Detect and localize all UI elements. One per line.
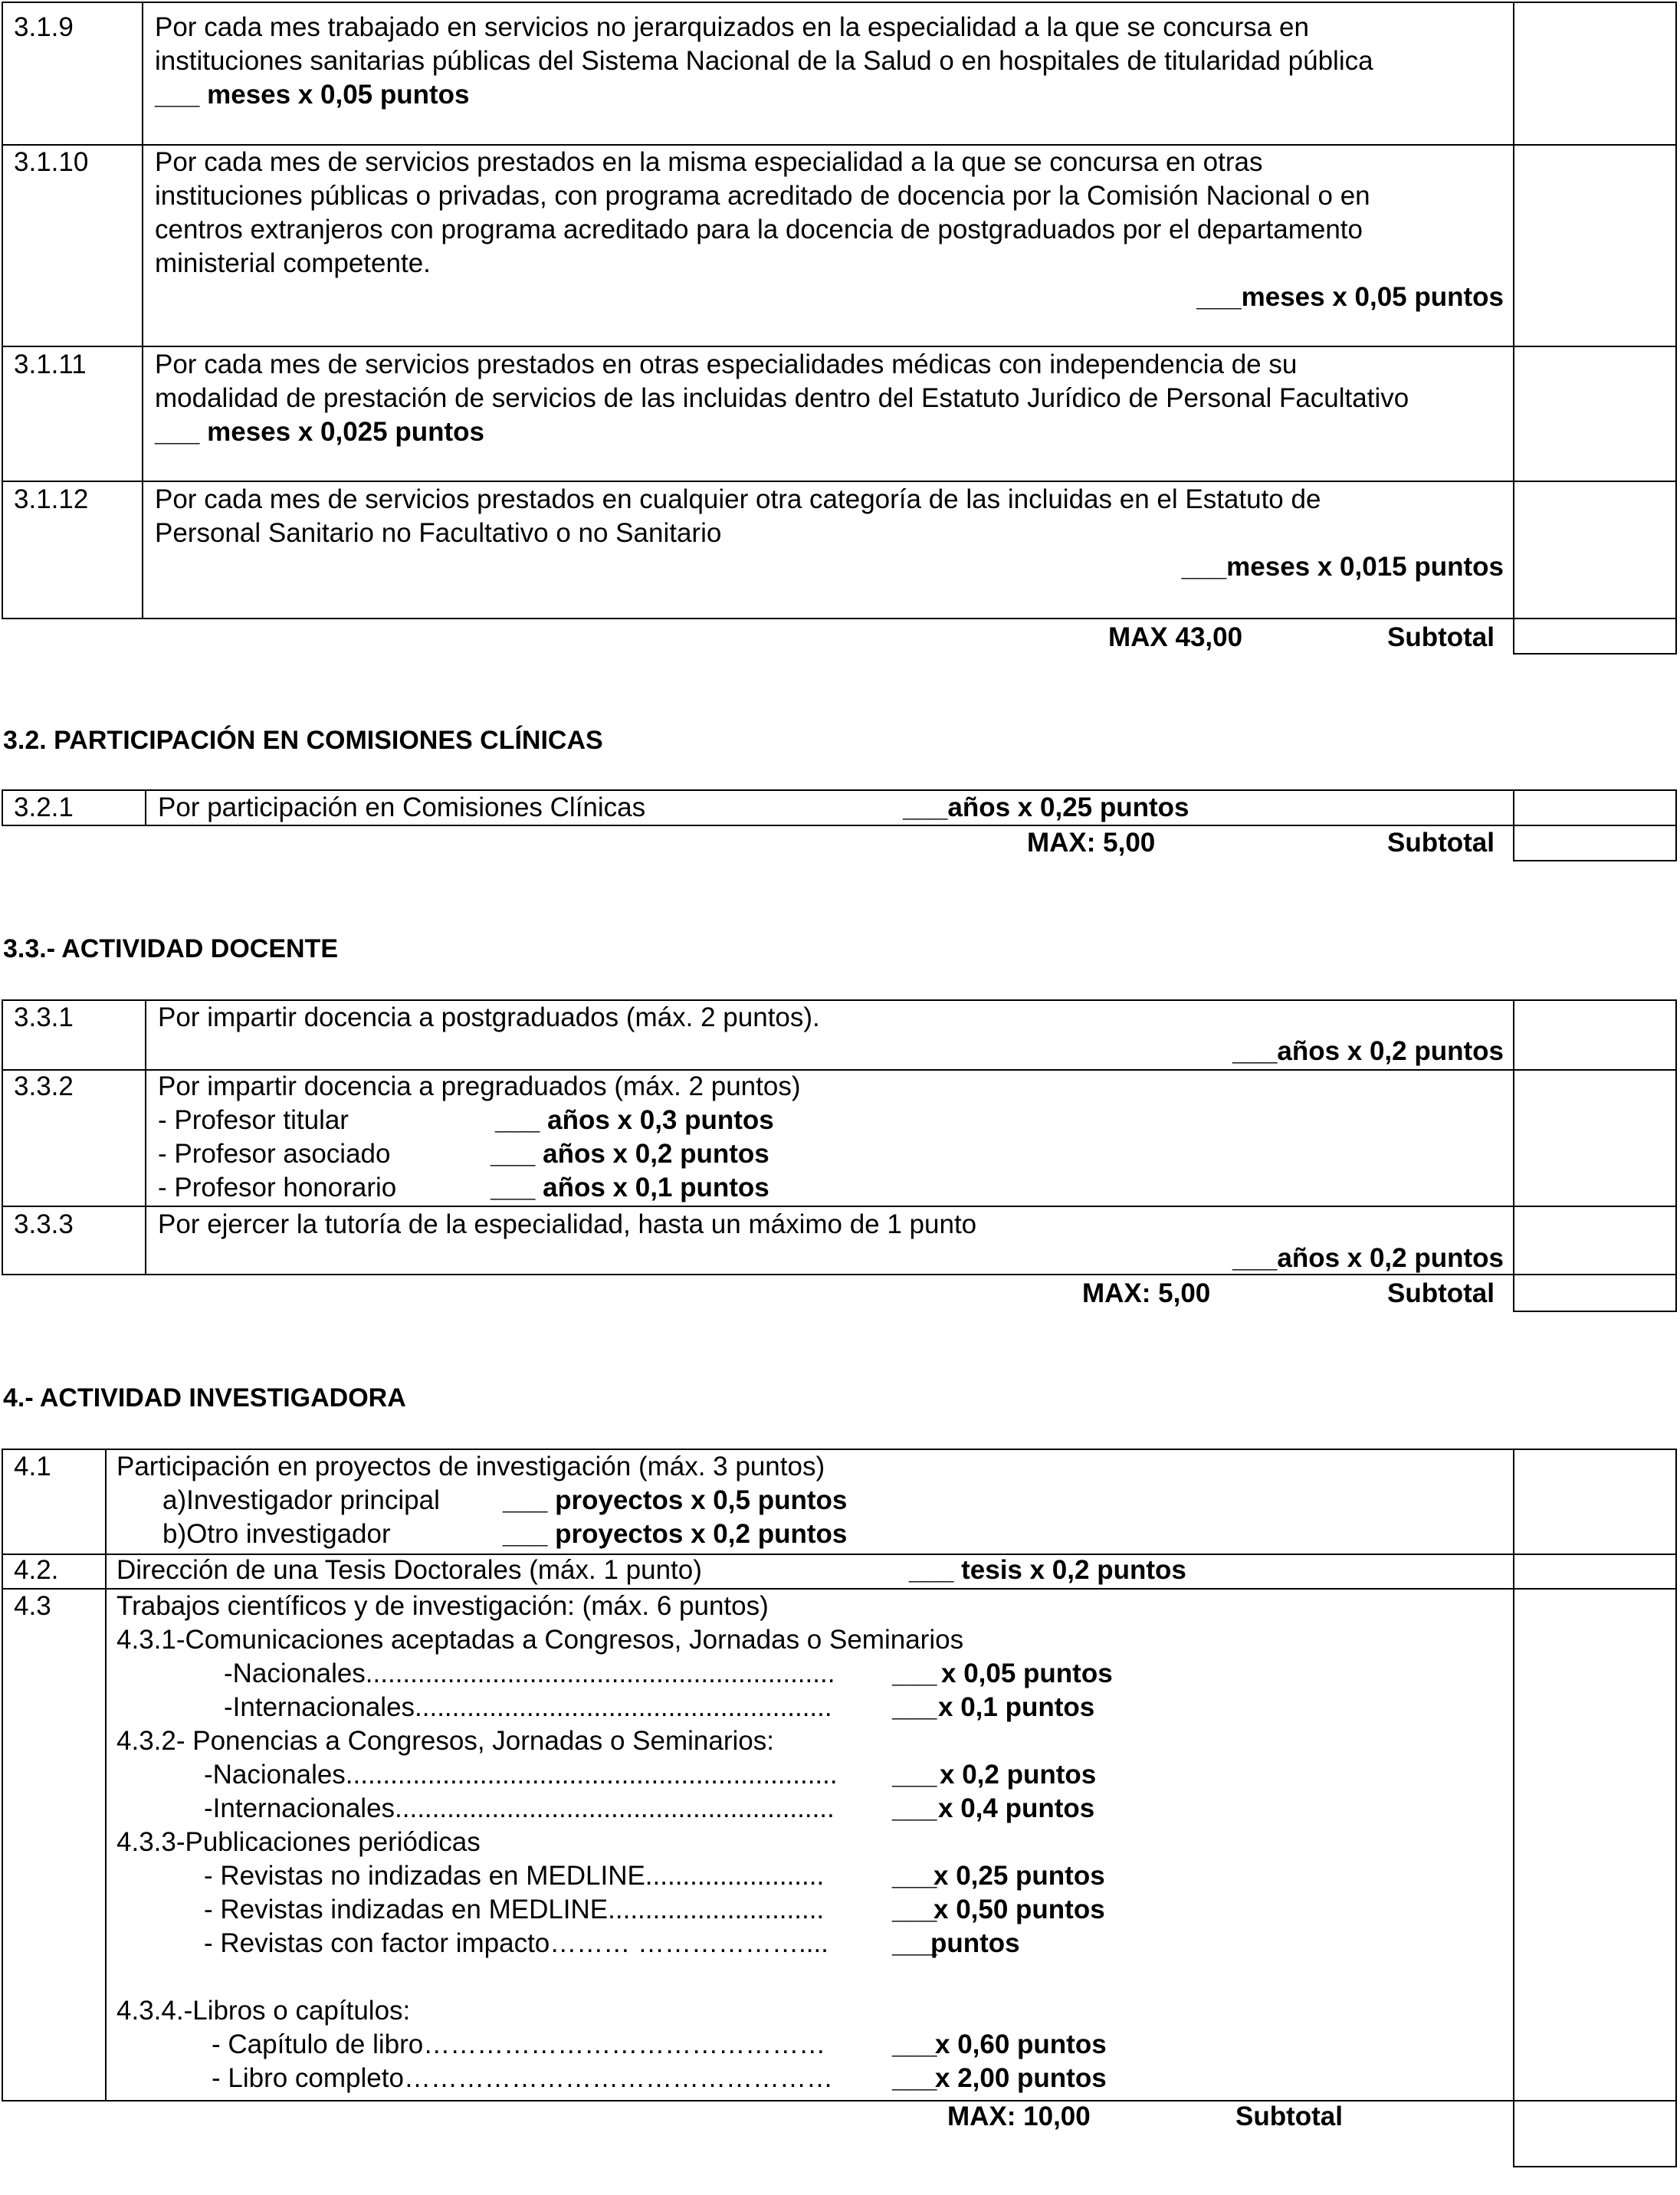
blank: ___	[892, 1793, 937, 1823]
row-text-line: Por participación en Comisiones Clínicas	[158, 792, 646, 822]
list-item-label: -Nacionales...............................................................	[224, 1659, 835, 1688]
max-points: MAX 43,00	[1108, 622, 1243, 652]
list-item-label: a)Investigador principal	[162, 1485, 440, 1515]
blank: ___	[892, 2029, 937, 2059]
row-code: 3.3.2	[14, 1071, 74, 1101]
points-formula: ___ tesis x 0,2 puntos	[909, 1555, 1186, 1585]
subtotal-field[interactable]	[1513, 2100, 1677, 2167]
points-formula: ___ meses x 0,025 puntos	[155, 417, 484, 447]
list-item-label: - Revistas no indizadas en MEDLINE........................	[204, 1861, 825, 1891]
section-heading: 4.- ACTIVIDAD INVESTIGADORA	[3, 1383, 406, 1412]
row-text-line: ministerial competente.	[155, 248, 431, 278]
subsection-title: 4.3.2- Ponencias a Congresos, Jornadas o Seminarios:	[116, 1726, 774, 1756]
row-text-line: Por impartir docencia a pregraduados (máx. 2 puntos)	[158, 1071, 801, 1101]
subtotal-label: Subtotal	[1387, 1278, 1495, 1308]
row-text-line: Trabajos científicos y de investigación: (máx. 6 puntos)	[116, 1591, 769, 1621]
subtotal-label: Subtotal	[1387, 622, 1495, 652]
points-formula: ___ años x 0,2 puntos	[491, 1139, 769, 1169]
column-divider	[105, 1449, 107, 2101]
row-divider	[2, 346, 1677, 347]
row-text-line: Por cada mes de servicios prestados en cualquier otra categoría de las incluidas en el Estatuto de	[155, 484, 1321, 514]
blank: ___	[892, 1895, 937, 1924]
points-formula: x 2,00 puntos	[935, 2063, 1107, 2093]
row-code: 3.3.3	[14, 1209, 74, 1239]
points-formula: x 0,50 puntos	[934, 1895, 1105, 1924]
row-code: 3.1.11	[14, 349, 87, 379]
max-points: MAX: 10,00	[947, 2101, 1091, 2131]
row-code: 3.3.1	[14, 1002, 74, 1032]
points-formula: x 0,25 puntos	[934, 1861, 1105, 1891]
row-text-line: Por impartir docencia a postgraduados (máx. 2 puntos).	[158, 1002, 820, 1032]
points-formula: ___meses x 0,05 puntos	[1196, 282, 1504, 312]
row-text-line: Dirección de una Tesis Doctorales (máx. 1 punto)	[116, 1555, 702, 1585]
list-item-label: - Capítulo de libro………………………………………	[212, 2029, 826, 2059]
row-divider	[2, 1206, 1677, 1207]
subtotal-label: Subtotal	[1235, 2101, 1343, 2131]
blank: ___	[892, 1861, 937, 1891]
subtotal-field[interactable]	[1513, 618, 1677, 655]
column-divider	[1513, 789, 1514, 826]
row-text-line: Por cada mes de servicios prestados en la misma especialidad a la que se concursa en otras	[155, 147, 1263, 177]
points-formula: x 0,2 puntos	[940, 1760, 1097, 1790]
column-divider	[142, 2, 143, 619]
section-heading: 3.2. PARTICIPACIÓN EN COMISIONES CLÍNICAS	[3, 726, 603, 755]
list-item-label: - Profesor titular	[158, 1105, 349, 1135]
points-formula: x 0,05 puntos	[941, 1659, 1113, 1688]
row-text-line: Por cada mes trabajado en servicios no jerarquizados en la especialidad a la que se concursa en	[155, 12, 1309, 42]
column-divider	[1513, 1449, 1514, 2101]
row-code: 4.2.	[14, 1555, 59, 1585]
row-code: 4.3	[14, 1591, 51, 1621]
row-divider	[2, 481, 1677, 482]
subtotal-field[interactable]	[1513, 1274, 1677, 1312]
column-divider	[145, 999, 146, 1275]
row-code: 3.1.12	[14, 484, 89, 514]
row-text-line: centros extranjeros con programa acreditado para la docencia de postgraduados por el departamento	[155, 215, 1363, 244]
row-code: 4.1	[14, 1452, 51, 1481]
points-formula: ___ años x 0,3 puntos	[495, 1105, 774, 1135]
row-code: 3.1.10	[14, 147, 89, 177]
subsection-title: 4.3.4.-Libros o capítulos:	[116, 1996, 411, 2026]
list-item-label: - Revistas indizadas en MEDLINE.............................	[204, 1895, 825, 1924]
list-item-label: - Profesor honorario	[158, 1173, 397, 1202]
column-divider	[1513, 2, 1514, 619]
list-item-label: -Internacionales........................................................	[224, 1692, 832, 1722]
row-text-line: Por cada mes de servicios prestados en otras especialidades médicas con independencia de su	[155, 349, 1298, 379]
column-divider	[1513, 999, 1514, 1275]
list-item-label: - Profesor asociado	[158, 1139, 391, 1169]
points-formula: ___meses x 0,015 puntos	[1181, 552, 1504, 582]
list-item-label: - Libro completo…………………………………………	[212, 2063, 833, 2093]
list-item-label: b)Otro investigador	[162, 1519, 391, 1549]
row-code: 3.2.1	[14, 792, 74, 822]
max-points: MAX: 5,00	[1027, 828, 1156, 858]
blank: ___	[892, 1928, 937, 1958]
subsection-title: 4.3.3-Publicaciones periódicas	[116, 1827, 481, 1857]
row-text-line: modalidad de prestación de servicios de las incluidas dentro del Estatuto Jurídico de Personal Facultativo	[155, 383, 1409, 413]
points-formula: ___ proyectos x 0,5 puntos	[503, 1485, 848, 1515]
points-formula: x 0,1 puntos	[938, 1692, 1095, 1722]
points-formula: x 0,60 puntos	[935, 2029, 1107, 2059]
points-formula: ___años x 0,2 puntos	[1232, 1243, 1504, 1273]
subtotal-label: Subtotal	[1387, 828, 1495, 858]
points-formula: puntos	[930, 1928, 1020, 1958]
row-text-line: Participación en proyectos de investigación (máx. 3 puntos)	[116, 1452, 825, 1481]
subtotal-field[interactable]	[1513, 825, 1677, 861]
points-formula: ___ proyectos x 0,2 puntos	[503, 1519, 848, 1549]
column-divider	[145, 789, 146, 826]
blank: ___	[892, 1659, 937, 1688]
list-item-label: -Nacionales..................................................................	[204, 1760, 838, 1790]
blank: ___	[892, 1760, 937, 1790]
list-item-label: - Revistas con factor impacto……… ………………....	[204, 1928, 829, 1958]
blank: ___	[892, 1692, 937, 1722]
row-code: 3.1.9	[14, 12, 74, 42]
row-text-line: instituciones públicas o privadas, con programa acreditado de docencia por la Comisión Nacional o en	[155, 181, 1370, 211]
blank: ___	[892, 2063, 937, 2093]
row-text-line: instituciones sanitarias públicas del Sistema Nacional de la Salud o en hospitales de titularidad pública	[155, 46, 1373, 76]
points-formula: ___ años x 0,1 puntos	[491, 1173, 769, 1202]
max-points: MAX: 5,00	[1082, 1278, 1211, 1308]
points-formula: ___ meses x 0,05 puntos	[155, 80, 470, 110]
row-text-line: Personal Sanitario no Facultativo o no Sanitario	[155, 518, 722, 548]
list-item-label: -Internacionales...........................................................	[204, 1793, 835, 1823]
section-heading: 3.3.- ACTIVIDAD DOCENTE	[3, 934, 339, 963]
row-text-line: Por ejercer la tutoría de la especialidad, hasta un máximo de 1 punto	[158, 1209, 977, 1239]
subsection-title: 4.3.1-Comunicaciones aceptadas a Congresos, Jornadas o Seminarios	[116, 1625, 964, 1655]
points-formula: x 0,4 puntos	[938, 1793, 1095, 1823]
points-formula: ___años x 0,25 puntos	[903, 792, 1189, 822]
points-formula: ___años x 0,2 puntos	[1232, 1036, 1504, 1066]
